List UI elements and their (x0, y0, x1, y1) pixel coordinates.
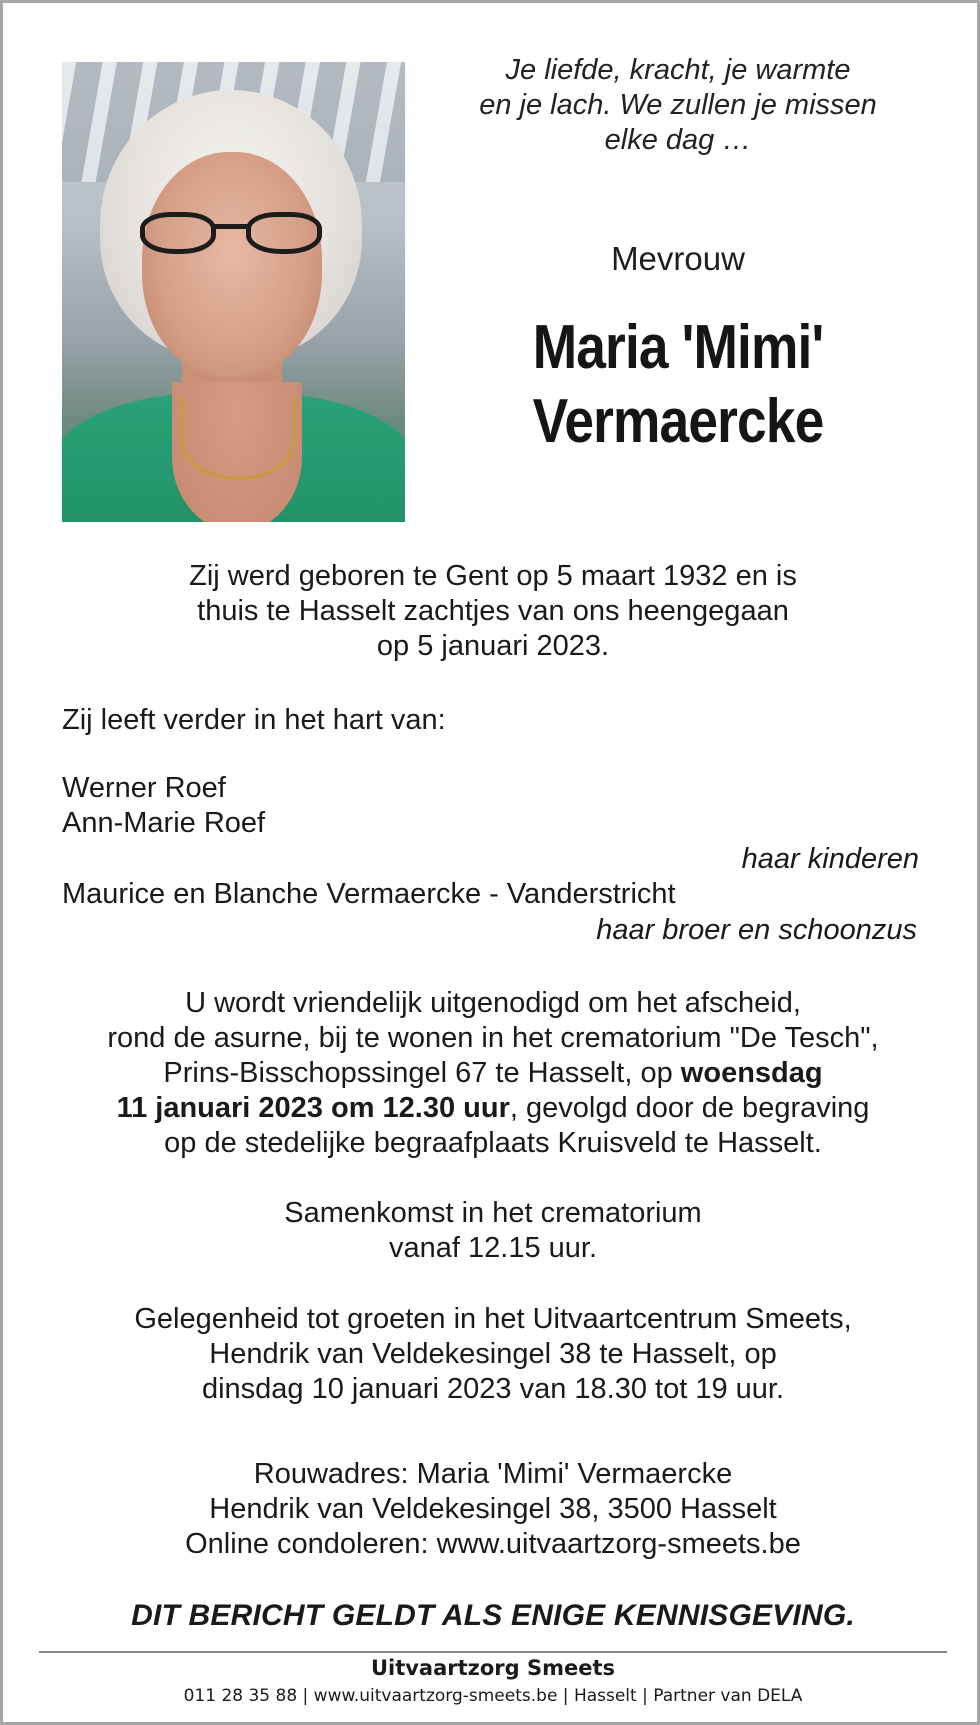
portrait-photo (62, 62, 405, 522)
visitation-text: Gelegenheid tot groeten in het Uitvaartcentrum Smeets, Hendrik van Veldekesingel 38 te Hasselt, op dinsdag 10 januari 2023 van 18.30 tot 19 uur. (134, 1303, 852, 1405)
funeral-home-name: Uitvaartzorg Smeets (370, 1656, 616, 1680)
survived-intro: Zij leeft verder in het hart van: (62, 704, 446, 736)
memorial-quote (433, 53, 923, 158)
children-list (62, 771, 265, 841)
children-role: haar kinderen (741, 843, 919, 875)
quote-line: en je lach. We zullen je missen (479, 89, 877, 121)
quote-line: Je liefde, kracht, je warmte (505, 54, 851, 86)
child-name: Ann-Marie Roef (62, 807, 266, 839)
salutation: Mevrouw (611, 240, 745, 277)
sibling-role: haar broer en schoonzus (596, 914, 917, 946)
funeral-home-info: 011 28 35 88 | www.uitvaartzorg-smeets.be | Hasselt | Partner van DELA (183, 1686, 803, 1706)
sibling-name: Maurice en Blanche Vermaercke - Vanderstricht (62, 878, 676, 910)
name-line: Maria 'Mimi' (532, 313, 824, 382)
footer-divider (39, 1651, 947, 1653)
notice-statement: DIT BERICHT GELDT ALS ENIGE KENNISGEVING. (131, 1599, 855, 1632)
birth-death-text: Zij werd geboren te Gent op 5 maart 1932 en is thuis te Hasselt zachtjes van ons heengegaan op 5 januari 2023. (189, 560, 797, 662)
deceased-name (467, 311, 888, 459)
child-name: Werner Roef (62, 772, 226, 804)
quote-line: elke dag … (604, 124, 752, 156)
ceremony-invitation: U wordt vriendelijk uitgenodigd om het afscheid, rond de asurne, bij te wonen in het crematorium "De Tesch", Prins-Bisschopssingel 67 te Hasselt, op woensdag 11 januari 2023 om 12.30 uur, gevolgd door de begraving op de stedelijke begraafplaats Kruisveld te Hasselt. (107, 987, 879, 1159)
name-line: Vermaercke (532, 387, 824, 456)
mourning-address: Rouwadres: Maria 'Mimi' Vermaercke Hendrik van Veldekesingel 38, 3500 Hasselt Online condoleren: www.uitvaartzorg-smeets.be (185, 1458, 801, 1560)
gathering-text: Samenkomst in het crematorium vanaf 12.15 uur. (284, 1197, 702, 1264)
